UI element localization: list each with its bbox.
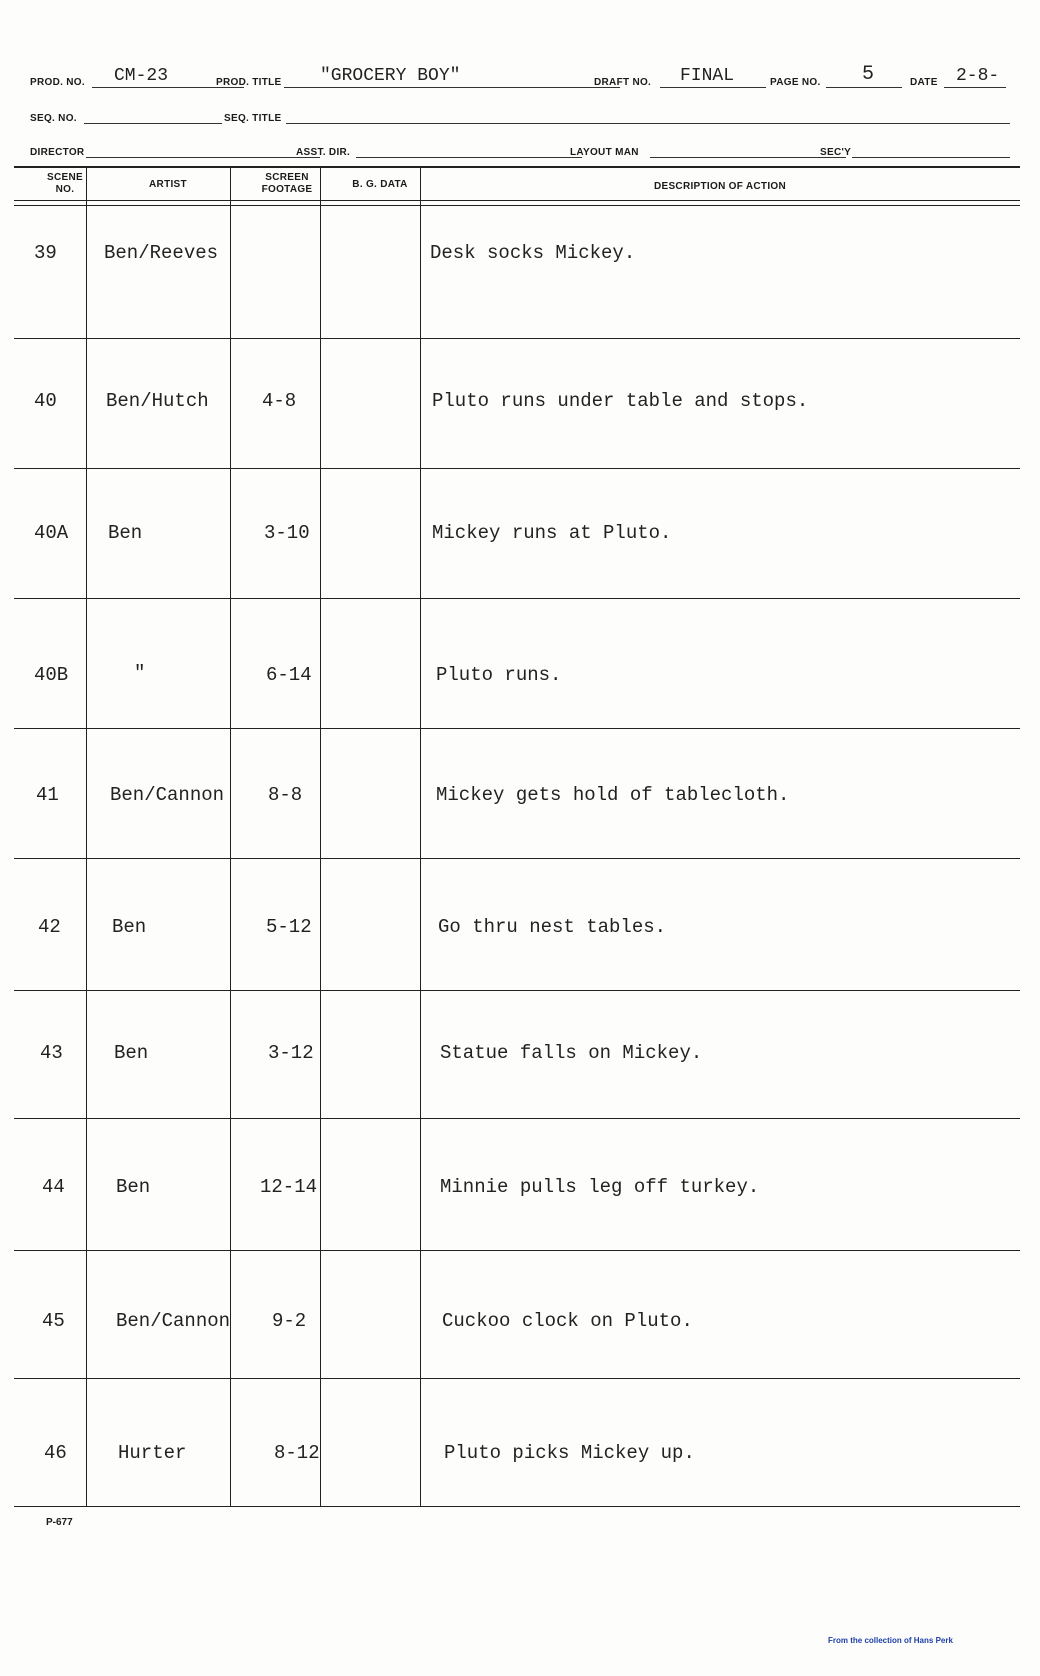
- artist: Hurter: [118, 1442, 187, 1464]
- col-screen-footage: SCREEN FOOTAGE: [261, 172, 313, 195]
- scene-no: 40B: [34, 664, 69, 686]
- screen-footage: 8-8: [268, 784, 303, 806]
- artist: Ben: [108, 522, 143, 544]
- row-divider: [14, 990, 1020, 991]
- row-divider: [14, 1506, 1020, 1507]
- date-label: DATE: [910, 77, 938, 88]
- header-row-director: [30, 134, 1010, 160]
- row-divider: [14, 1378, 1020, 1379]
- seq-no-label: SEQ. NO.: [30, 113, 77, 124]
- description: Minnie pulls leg off turkey.: [440, 1176, 760, 1198]
- col-description: DESCRIPTION OF ACTION: [653, 181, 787, 192]
- screen-footage: 5-12: [266, 916, 312, 938]
- form-code: P-677: [46, 1517, 73, 1528]
- prod-no-label: PROD. NO.: [30, 77, 85, 88]
- header-row-seq: [30, 100, 1010, 126]
- screen-footage: 3-10: [264, 522, 310, 544]
- row-divider: [14, 1118, 1020, 1119]
- screen-footage: 12-14: [260, 1176, 318, 1198]
- description: Mickey runs at Pluto.: [432, 522, 672, 544]
- scene-no: 41: [36, 784, 59, 806]
- scene-no: 46: [44, 1442, 67, 1464]
- row-divider: [14, 858, 1020, 859]
- row-divider: [14, 338, 1020, 339]
- col-scene-no: SCENE NO.: [47, 172, 83, 195]
- layout-man-label: LAYOUT MAN: [570, 147, 639, 158]
- asst-dir-label: ASST. DIR.: [296, 147, 351, 158]
- col-bg-data: B. G. DATA: [352, 179, 408, 190]
- draft-no-label: DRAFT NO.: [594, 77, 652, 88]
- scene-no: 42: [38, 916, 61, 938]
- artist: Ben/Cannon: [110, 784, 225, 806]
- page-no-label: PAGE NO.: [770, 77, 821, 88]
- description: Desk socks Mickey.: [430, 242, 636, 264]
- draft-no-value: FINAL: [680, 66, 735, 86]
- date-value: 2-8-: [956, 66, 1000, 86]
- row-divider: [14, 1250, 1020, 1251]
- col-divider-3: [320, 166, 321, 1506]
- secy-label: SEC'Y: [820, 147, 852, 158]
- collection-credit: From the collection of Hans Perk: [828, 1636, 953, 1645]
- prod-no-value: CM-23: [114, 66, 169, 86]
- scene-no: 40: [34, 390, 57, 412]
- scene-no: 43: [40, 1042, 63, 1064]
- scene-no: 45: [42, 1310, 65, 1332]
- page-no-value: 5: [862, 63, 875, 86]
- description: Pluto picks Mickey up.: [444, 1442, 695, 1464]
- artist: ": [134, 662, 146, 684]
- row-divider: [14, 468, 1020, 469]
- screen-footage: 3-12: [268, 1042, 314, 1064]
- col-divider-4: [420, 166, 421, 1506]
- description: Mickey gets hold of tablecloth.: [436, 784, 790, 806]
- artist: Ben: [114, 1042, 149, 1064]
- table-top-rule: [14, 166, 1020, 168]
- table-header-rule: [14, 200, 1020, 201]
- artist: Ben/Cannon: [116, 1310, 231, 1332]
- prod-title-value: "GROCERY BOY": [320, 66, 461, 86]
- description: Go thru nest tables.: [438, 916, 667, 938]
- col-artist: ARTIST: [149, 179, 187, 190]
- col-divider-1: [86, 166, 87, 1506]
- scene-no: 44: [42, 1176, 65, 1198]
- artist: Ben/Reeves: [104, 242, 219, 264]
- row-divider: [14, 728, 1020, 729]
- description: Cuckoo clock on Pluto.: [442, 1310, 693, 1332]
- screen-footage: 8-12: [274, 1442, 320, 1464]
- row-divider: [14, 598, 1020, 599]
- screen-footage: 9-2: [272, 1310, 307, 1332]
- description: Statue falls on Mickey.: [440, 1042, 703, 1064]
- screen-footage: 4-8: [262, 390, 297, 412]
- screen-footage: 6-14: [266, 664, 312, 686]
- artist: Ben/Hutch: [106, 390, 209, 412]
- seq-title-label: SEQ. TITLE: [224, 113, 282, 124]
- table-header-rule-double: [14, 205, 1020, 206]
- description: Pluto runs under table and stops.: [432, 390, 809, 412]
- col-divider-2: [230, 166, 231, 1506]
- artist: Ben: [112, 916, 147, 938]
- prod-title-label: PROD. TITLE: [216, 77, 282, 88]
- artist: Ben: [116, 1176, 151, 1198]
- scene-no: 40A: [34, 522, 69, 544]
- director-label: DIRECTOR: [30, 147, 85, 158]
- description: Pluto runs.: [436, 664, 562, 686]
- scene-no: 39: [34, 242, 57, 264]
- header-row-prod: [30, 64, 1010, 90]
